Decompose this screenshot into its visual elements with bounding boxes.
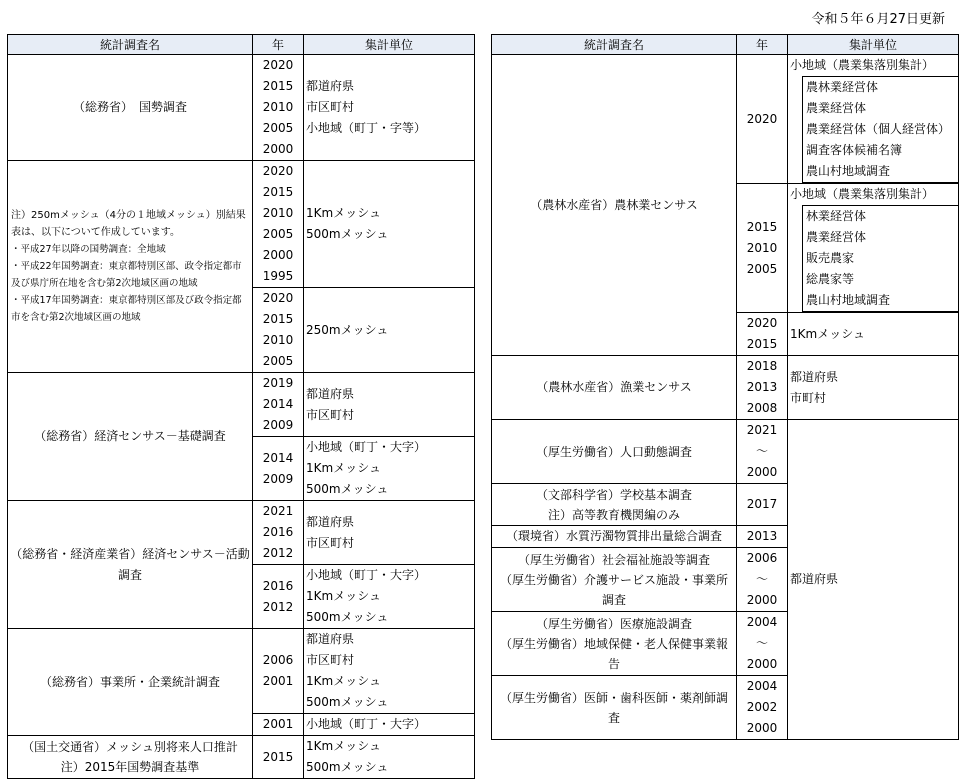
mesh-projection-year: 2015 bbox=[253, 736, 304, 779]
agri-name: （農林水産省）農林業センサス bbox=[492, 55, 737, 356]
survey-row-name-1: （文部科学省）学校基本調査 注）高等教育機関編のみ bbox=[492, 484, 737, 526]
establishment-years-1: 2006 2001 bbox=[253, 629, 304, 714]
survey-row-name-0: （厚生労働省）人口動態調査 bbox=[492, 420, 737, 484]
census-years-3: 2020 2015 2010 2005 bbox=[253, 288, 304, 373]
establishment-name: （総務省）事業所・企業統計調査 bbox=[8, 629, 253, 736]
survey-row-name-2: （環境省）水質汚濁物質排出量総合調査 bbox=[492, 526, 737, 548]
survey-row-years-3: 2006 ～ 2000 bbox=[737, 548, 788, 612]
econ-activity-name: （総務省・経済産業省）経済センサス－活動調査 bbox=[8, 501, 253, 629]
prefecture-unit: 都道府県 bbox=[788, 420, 959, 740]
census-years-1: 2020 2015 2010 2005 2000 bbox=[253, 55, 304, 161]
survey-row-name-5: （厚生労働省）医師・歯科医師・薬剤師調 査 bbox=[492, 676, 737, 740]
update-date: 令和５年６月27日更新 bbox=[811, 12, 945, 27]
mesh-projection-units: 1Kmメッシュ 500mメッシュ bbox=[304, 736, 475, 779]
survey-row-name-3: （厚生労働省）社会福祉施設等調査 （厚生労働省）介護サービス施設・事業所 調査 bbox=[492, 548, 737, 612]
agri-years-3: 2020 2015 bbox=[737, 313, 788, 356]
survey-row-years-5: 2004 2002 2000 bbox=[737, 676, 788, 740]
census-years-2: 2020 2015 2010 2005 2000 1995 bbox=[253, 161, 304, 288]
survey-row-years-0: 2021 ～ 2000 bbox=[737, 420, 788, 484]
survey-row-years-2: 2013 bbox=[737, 526, 788, 548]
fishery-years: 2018 2013 2008 bbox=[737, 356, 788, 420]
header-name: 統計調査名 bbox=[8, 35, 253, 55]
agri-years-2: 2015 2010 2005 bbox=[737, 184, 788, 313]
agri-year-1: 2020 bbox=[737, 55, 788, 184]
header-year: 年 bbox=[253, 35, 304, 55]
establishment-units-1: 都道府県 市区町村 1Kmメッシュ 500mメッシュ bbox=[304, 629, 475, 714]
agri-units-2: 小地域（農業集落別集計） 林業経営体 農業経営体 販売農家 総農家等 農山村地域調査 bbox=[788, 184, 959, 313]
econ-basic-years-1: 2019 2014 2009 bbox=[253, 373, 304, 437]
agri-units-3: 1Kmメッシュ bbox=[788, 313, 959, 356]
agri-units-1: 小地域（農業集落別集計） 農林業経営体 農業経営体 農業経営体（個人経営体） 調査客体候補名簿 農山村地域調査 bbox=[788, 55, 959, 184]
econ-activity-years-1: 2021 2016 2012 bbox=[253, 501, 304, 565]
census-name: （総務省） 国勢調査 bbox=[8, 55, 253, 161]
econ-basic-units-1: 都道府県 市区町村 bbox=[304, 373, 475, 437]
right-header-year: 年 bbox=[737, 35, 788, 55]
census-note: 注）250mメッシュ（4分の１地域メッシュ）別結果表は、以下について作成しています。 ・平成27年以降の国勢調査：全地域 ・平成22年国勢調査：東京都特別区部、政令指定都市及び県庁所在地を含む第2次地域区画の地域 ・平成17年国勢調査：東京都特別区部及び政令指定都市を含む第2次地域区画の地域 bbox=[8, 161, 253, 373]
econ-activity-years-2: 2016 2012 bbox=[253, 565, 304, 629]
census-units-1: 都道府県 市区町村 小地域（町丁・字等） bbox=[304, 55, 475, 161]
right-header-unit: 集計単位 bbox=[788, 35, 959, 55]
survey-row-years-4: 2004 ～ 2000 bbox=[737, 612, 788, 676]
establishment-years-2: 2001 bbox=[253, 714, 304, 736]
econ-basic-units-2: 小地域（町丁・大字） 1Kmメッシュ 500mメッシュ bbox=[304, 437, 475, 501]
fishery-name: （農林水産省）漁業センサス bbox=[492, 356, 737, 420]
econ-activity-units-2: 小地域（町丁・大字） 1Kmメッシュ 500mメッシュ bbox=[304, 565, 475, 629]
right-header-name: 統計調査名 bbox=[492, 35, 737, 55]
census-units-3: 250mメッシュ bbox=[304, 288, 475, 373]
econ-activity-units-1: 都道府県 市区町村 bbox=[304, 501, 475, 565]
census-units-2: 1Kmメッシュ 500mメッシュ bbox=[304, 161, 475, 288]
econ-basic-years-2: 2014 2009 bbox=[253, 437, 304, 501]
mesh-projection-name: （国土交通省）メッシュ別将来人口推計 注）2015年国勢調査基準 bbox=[8, 736, 253, 779]
econ-basic-name: （総務省）経済センサス－基礎調査 bbox=[8, 373, 253, 501]
survey-row-name-4: （厚生労働省）医療施設調査 （厚生労働省）地域保健・老人保健事業報 告 bbox=[492, 612, 737, 676]
establishment-units-2: 小地域（町丁・大字） bbox=[304, 714, 475, 736]
left-table bbox=[7, 34, 475, 779]
survey-row-years-1: 2017 bbox=[737, 484, 788, 526]
right-table bbox=[491, 34, 959, 740]
header-unit: 集計単位 bbox=[304, 35, 475, 55]
fishery-units: 都道府県 市町村 bbox=[788, 356, 959, 420]
